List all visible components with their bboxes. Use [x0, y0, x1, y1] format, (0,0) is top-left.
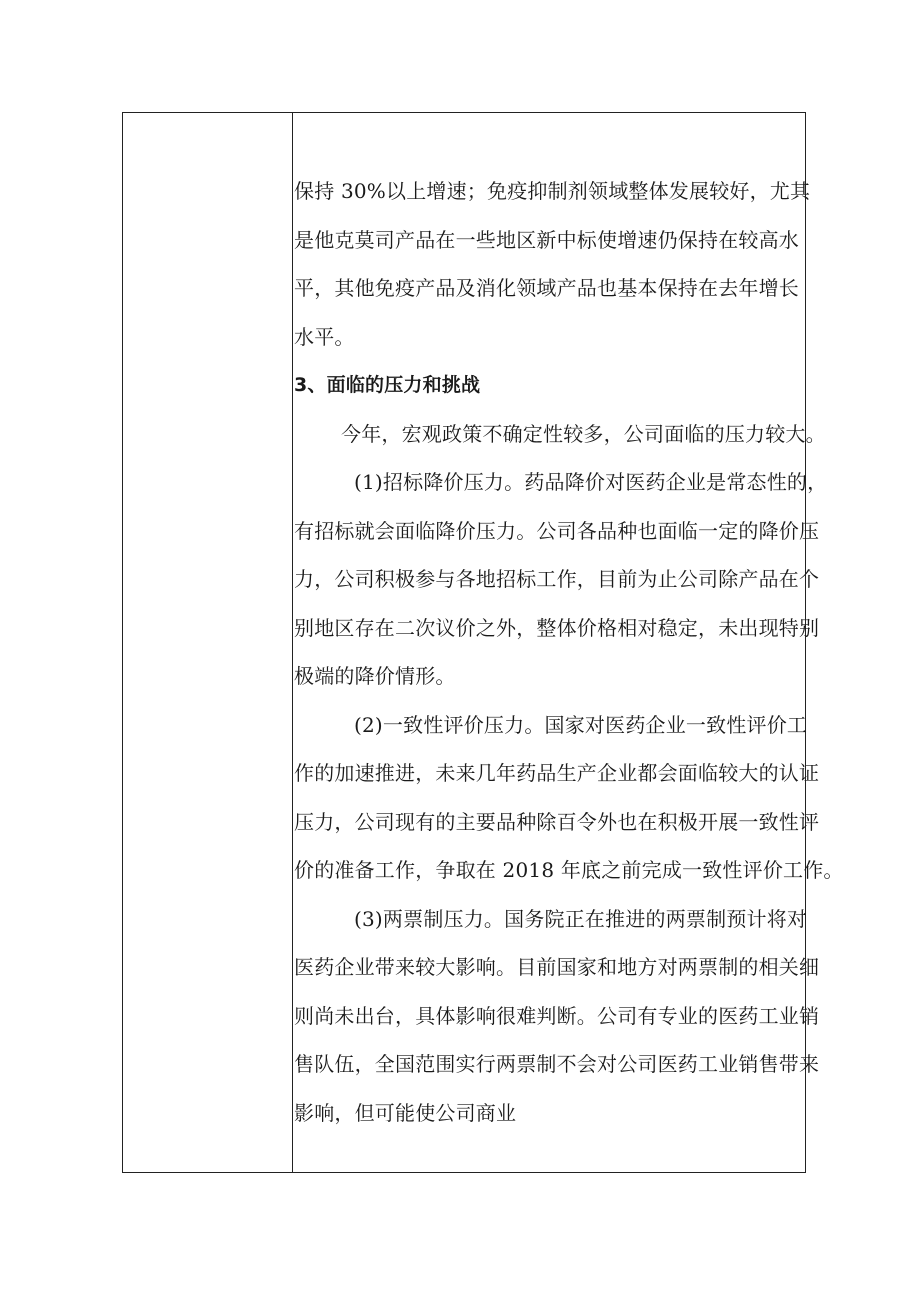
paragraph-line: 水平。 — [294, 324, 355, 349]
table-content-cell — [294, 167, 844, 1137]
paragraph-line: 保持 30%以上增速；免疫抑制剂领域整体发展较好，尤其 — [294, 179, 811, 203]
paragraph-line: 价的准备工作，争取在 2018 年底之前完成一致性评价工作。 — [294, 858, 844, 882]
section-heading: 3、面临的压力和挑战 — [294, 374, 481, 396]
paragraph-line: 力，公司积极参与各地招标工作，目前为止公司除产品在个 — [294, 567, 820, 591]
paragraph-line: 作的加速推进，未来几年药品生产企业都会面临较大的认证 — [294, 761, 820, 785]
paragraph-line: 是他克莫司产品在一些地区新中标使增速仍保持在较高水 — [294, 227, 799, 252]
paragraph-line: 影响，但可能使公司商业 — [294, 1100, 517, 1125]
column-divider — [292, 113, 293, 1172]
paragraph-line: (2)一致性评价压力。国家对医药企业一致性评价工 — [354, 712, 808, 737]
paragraph-line: 压力，公司现有的主要品种除百令外也在积极开展一致性评 — [294, 809, 820, 834]
paragraph-line: (1)招标降价压力。药品降价对医药企业是常态性的， — [354, 470, 828, 494]
paragraph-line: 平，其他免疫产品及消化领域产品也基本保持在去年增长 — [294, 276, 799, 300]
paragraph-line: 医药企业带来较大影响。目前国家和地方对两票制的相关细 — [294, 955, 820, 979]
paragraph-line: 则尚未出台，具体影响很难判断。公司有专业的医药工业销 — [294, 1003, 820, 1028]
document-table — [122, 112, 844, 1173]
paragraph-line: 极端的降价情形。 — [294, 664, 456, 688]
paragraph-line: 有招标就会面临降价压力。公司各品种也面临一定的降价压 — [294, 518, 820, 543]
paragraph-line: 今年，宏观政策不确定性较多，公司面临的压力较大。 — [341, 421, 826, 446]
paragraph-line: 别地区存在二次议价之外，整体价格相对稳定，未出现特别 — [294, 615, 820, 640]
paragraph-line: (3)两票制压力。国务院正在推进的两票制预计将对 — [354, 906, 808, 931]
paragraph-line: 售队伍，全国范围实行两票制不会对公司医药工业销售带来 — [294, 1052, 820, 1076]
